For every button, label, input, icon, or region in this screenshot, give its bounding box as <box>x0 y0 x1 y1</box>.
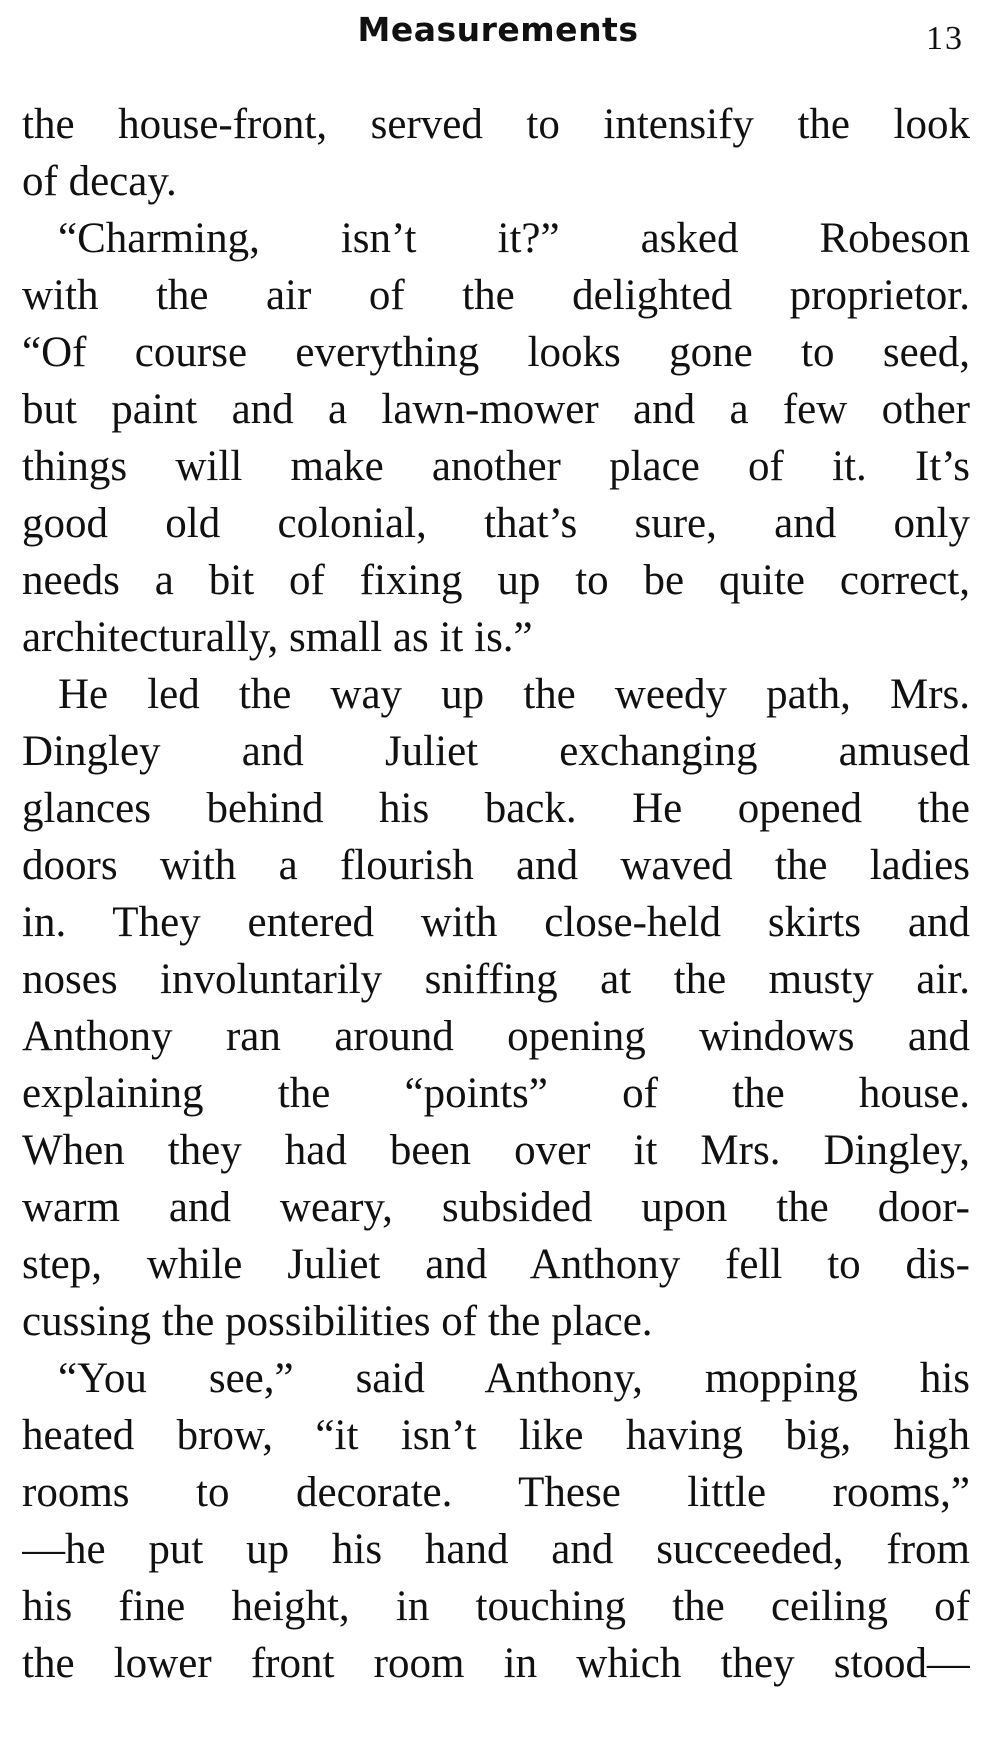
text-line: explaining the “points” of the house. <box>22 1070 970 1117</box>
text-line: step, while Juliet and Anthony fell to dis- <box>22 1241 970 1288</box>
page-number: 13 <box>926 20 964 57</box>
text-line: “You see,” said Anthony, mopping his <box>58 1355 970 1402</box>
text-line: “Charming, isn’t it?” asked Robeson <box>58 215 970 262</box>
text-line: Dingley and Juliet exchanging amused <box>22 728 970 775</box>
text-line: needs a bit of fixing up to be quite correct, <box>22 557 970 604</box>
text-line: He led the way up the weedy path, Mrs. <box>58 671 970 718</box>
text-line: in. They entered with close-held skirts and <box>22 899 970 946</box>
text-line: Anthony ran around opening windows and <box>22 1013 970 1060</box>
text-line: the lower front room in which they stood— <box>22 1640 970 1687</box>
text-line: rooms to decorate. These little rooms,” <box>22 1469 970 1516</box>
text-line: cussing the possibilities of the place. <box>22 1298 653 1345</box>
text-line: doors with a flourish and waved the ladies <box>22 842 970 889</box>
text-line: glances behind his back. He opened the <box>22 785 970 832</box>
text-line: “Of course everything looks gone to seed, <box>22 329 970 376</box>
text-line: the house-front, served to intensify the look <box>22 101 970 148</box>
text-line: noses involuntarily sniffing at the musty air. <box>22 956 970 1003</box>
text-line: When they had been over it Mrs. Dingley, <box>22 1127 970 1174</box>
text-line: of decay. <box>22 158 177 205</box>
text-line: heated brow, “it isn’t like having big, high <box>22 1412 970 1459</box>
text-line: with the air of the delighted proprietor. <box>22 272 970 319</box>
body-text <box>22 96 970 1692</box>
text-line: —he put up his hand and succeeded, from <box>22 1526 970 1573</box>
text-line: architecturally, small as it is.” <box>22 614 533 661</box>
text-line: good old colonial, that’s sure, and only <box>22 500 970 547</box>
running-head <box>0 8 996 58</box>
text-line: things will make another place of it. It’s <box>22 443 970 490</box>
running-title: Measurements <box>357 10 639 49</box>
text-line: his fine height, in touching the ceiling of <box>22 1583 970 1630</box>
text-line: warm and weary, subsided upon the door- <box>22 1184 970 1231</box>
text-line: but paint and a lawn-mower and a few other <box>22 386 970 433</box>
